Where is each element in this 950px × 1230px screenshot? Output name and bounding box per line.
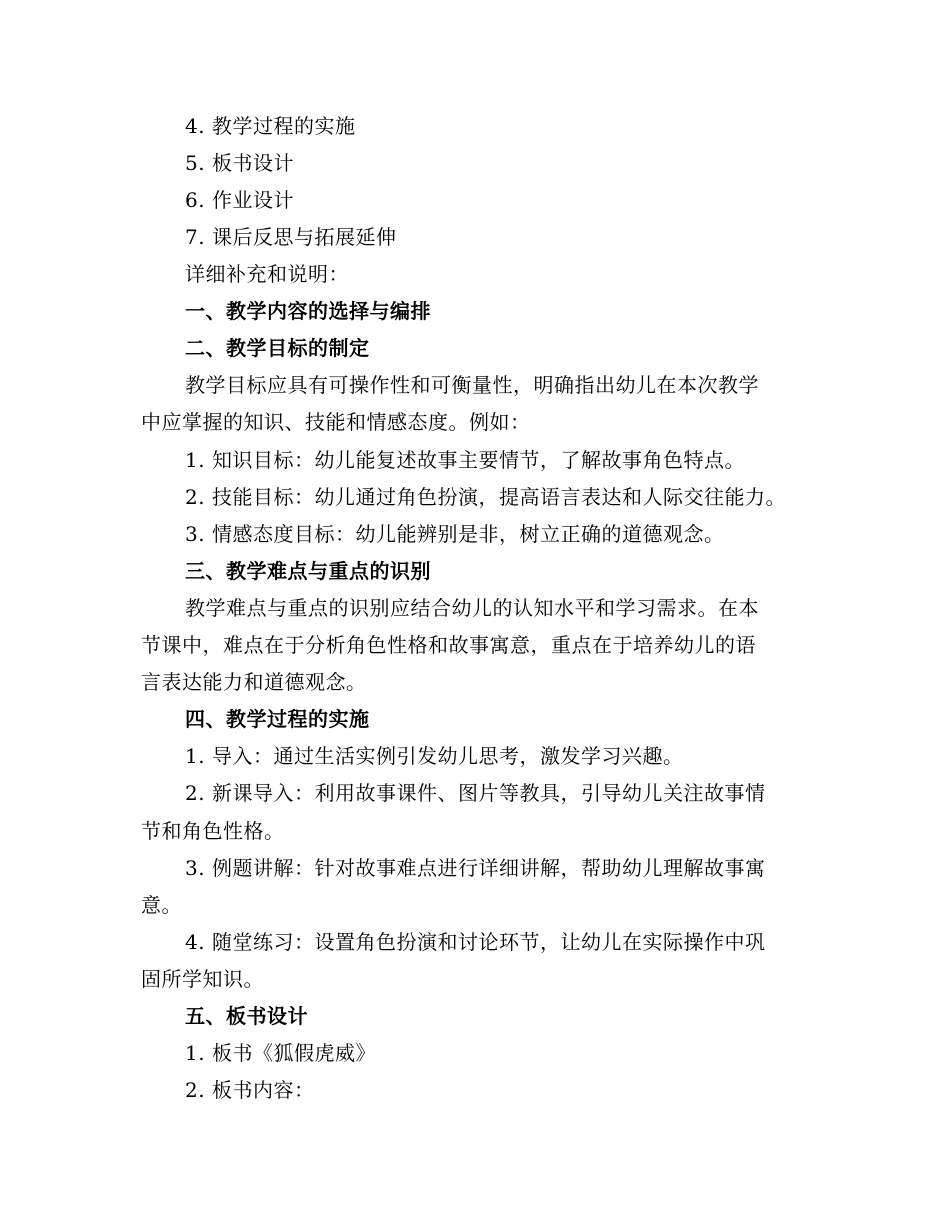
outline-item: 7. 课后反思与拓展延伸	[185, 225, 397, 249]
list-item-continuation: 意。	[141, 893, 182, 917]
list-item-continuation: 节和角色性格。	[141, 819, 285, 843]
list-item: 1. 知识目标：幼儿能复述故事主要情节，了解故事角色特点。	[185, 448, 745, 472]
list-item: 4. 随堂练习：设置角色扮演和讨论环节，让幼儿在实际操作中巩	[185, 930, 766, 954]
list-item: 2. 新课导入：利用故事课件、图片等教具，引导幼儿关注故事情	[185, 781, 766, 805]
paragraph-line: 中应掌握的知识、技能和情感态度。例如：	[141, 410, 531, 434]
list-item: 2. 技能目标：幼儿通过角色扮演，提高语言表达和人际交往能力。	[185, 485, 786, 509]
section-heading: 二、教学目标的制定	[185, 336, 370, 360]
outline-item: 6. 作业设计	[185, 188, 294, 212]
list-item: 3. 情感态度目标：幼儿能辨别是非，树立正确的道德观念。	[185, 522, 725, 546]
outline-item: 5. 板书设计	[185, 151, 294, 175]
section-heading: 一、教学内容的选择与编排	[185, 299, 431, 323]
list-item: 2. 板书内容：	[185, 1078, 315, 1102]
list-item: 1. 板书《狐假虎威》	[185, 1041, 376, 1065]
section-heading: 四、教学过程的实施	[185, 707, 370, 731]
section-heading: 五、板书设计	[185, 1004, 308, 1028]
outline-item: 4. 教学过程的实施	[185, 114, 356, 138]
paragraph-line: 教学难点与重点的识别应结合幼儿的认知水平和学习需求。在本	[185, 596, 759, 620]
list-item: 1. 导入：通过生活实例引发幼儿思考，激发学习兴趣。	[185, 744, 684, 768]
section-heading: 三、教学难点与重点的识别	[185, 559, 431, 583]
paragraph-line: 教学目标应具有可操作性和可衡量性，明确指出幼儿在本次教学	[185, 373, 759, 397]
paragraph-line: 言表达能力和道德观念。	[141, 670, 367, 694]
supplement-heading: 详细补充和说明：	[185, 262, 349, 286]
list-item-continuation: 固所学知识。	[141, 967, 264, 991]
paragraph-line: 节课中，难点在于分析角色性格和故事寓意，重点在于培养幼儿的语	[141, 633, 756, 657]
list-item: 3. 例题讲解：针对故事难点进行详细讲解，帮助幼儿理解故事寓	[185, 856, 766, 880]
